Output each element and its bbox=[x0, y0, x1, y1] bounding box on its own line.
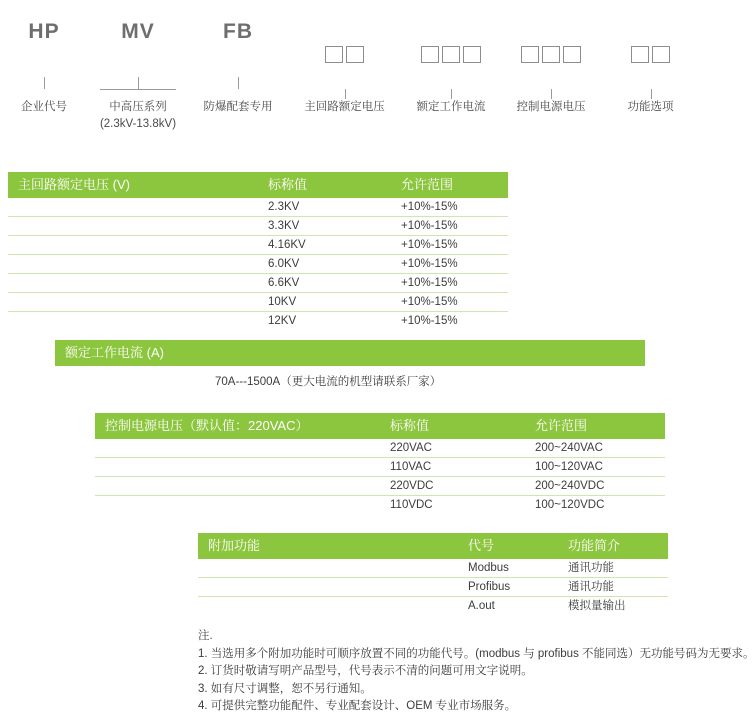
code-caption-main: 企业代号 bbox=[21, 101, 67, 113]
code-caption-sub: (2.3kV-13.8kV) bbox=[99, 118, 177, 130]
cell-nominal: 6.0KV bbox=[268, 257, 300, 270]
code-box bbox=[442, 46, 460, 63]
notes-title: 注. bbox=[198, 630, 213, 642]
table-row bbox=[198, 597, 668, 616]
code-stem bbox=[501, 77, 601, 99]
cell-code: A.out bbox=[468, 600, 495, 612]
product-code-diagram bbox=[0, 10, 700, 150]
cell-range: +10%-15% bbox=[401, 219, 458, 232]
table-extra-functions bbox=[198, 533, 668, 616]
footer-notes bbox=[198, 628, 755, 716]
code-box bbox=[563, 46, 581, 63]
table-row bbox=[95, 477, 665, 496]
cell-nominal: 12KV bbox=[268, 315, 297, 327]
code-stem bbox=[601, 77, 700, 99]
header-cell-desc: 功能简介 bbox=[568, 538, 621, 553]
code-box bbox=[521, 46, 539, 63]
code-caption bbox=[100, 99, 176, 133]
note-item: 1. 当选用多个附加功能时可顺序放置不同的功能代号。(modbus 与 profibus 不能同选）无功能号码为无要求。 bbox=[198, 647, 755, 660]
code-caption bbox=[304, 99, 385, 116]
code-box bbox=[542, 46, 560, 63]
table-row bbox=[8, 198, 508, 217]
code-column-main-voltage bbox=[288, 10, 401, 150]
header-cell-title: 附加功能 bbox=[208, 538, 261, 553]
cell-range: +10%-15% bbox=[401, 238, 458, 251]
code-caption-main: 防爆配套专用 bbox=[203, 101, 273, 113]
code-box bbox=[325, 46, 343, 63]
cell-nominal: 220VDC bbox=[390, 479, 434, 492]
cell-range: 100~120VDC bbox=[535, 499, 605, 511]
code-letters: HP bbox=[28, 20, 60, 43]
cell-desc: 通讯功能 bbox=[568, 561, 614, 574]
cell-range: 100~120VAC bbox=[535, 460, 603, 473]
note-item: 2. 订货时敬请写明产品型号，代号表示不清的问题可用文字说明。 bbox=[198, 665, 533, 677]
code-box bbox=[421, 46, 439, 63]
header-cell-range: 允许范围 bbox=[401, 177, 454, 192]
table-row bbox=[95, 496, 665, 515]
cell-code: Modbus bbox=[468, 561, 509, 574]
table-row bbox=[95, 458, 665, 477]
cell-range: +10%-15% bbox=[401, 295, 458, 308]
code-letters: FB bbox=[223, 20, 253, 43]
table-row bbox=[95, 439, 665, 458]
table-row bbox=[8, 312, 508, 331]
code-boxes bbox=[325, 46, 364, 74]
cell-nominal: 110VDC bbox=[390, 499, 433, 511]
code-boxes bbox=[421, 46, 481, 74]
code-column-explosionproof bbox=[188, 10, 288, 150]
cell-range: 200~240VAC bbox=[535, 441, 603, 454]
note-item: 4. 可提供完整功能配件、专业配套设计、OEM 专业市场服务。 bbox=[198, 700, 517, 712]
code-box bbox=[346, 46, 364, 63]
header-cell-title: 额定工作电流 (A) bbox=[65, 345, 164, 360]
cell-desc: 通讯功能 bbox=[568, 580, 614, 593]
cell-range: +10%-15% bbox=[401, 257, 458, 270]
code-boxes bbox=[521, 46, 581, 74]
cell-nominal: 2.3KV bbox=[268, 200, 300, 213]
table-row bbox=[198, 578, 668, 597]
code-caption bbox=[628, 99, 674, 116]
cell-nominal: 220VAC bbox=[390, 441, 432, 454]
table-header-row bbox=[95, 413, 665, 439]
code-caption bbox=[21, 99, 67, 116]
table-header-row bbox=[55, 340, 645, 366]
table-control-voltage bbox=[95, 413, 665, 515]
code-column-company bbox=[0, 10, 88, 150]
table-row bbox=[8, 255, 508, 274]
table-header-row bbox=[8, 172, 508, 198]
code-column-control-voltage bbox=[501, 10, 601, 150]
table-rated-current bbox=[55, 340, 645, 392]
cell-range: +10%-15% bbox=[401, 276, 458, 289]
cell-nominal: 3.3KV bbox=[268, 219, 300, 232]
code-caption-main: 功能选项 bbox=[627, 101, 674, 113]
code-box bbox=[652, 46, 670, 63]
code-letters: MV bbox=[121, 20, 155, 43]
table-header-row bbox=[198, 533, 668, 559]
header-cell-code: 代号 bbox=[468, 538, 495, 553]
code-caption-main: 中高压系列 bbox=[109, 101, 167, 113]
code-boxes bbox=[631, 46, 670, 74]
cell-nominal: 110VAC bbox=[390, 460, 432, 473]
cell-range: 200~240VDC bbox=[535, 479, 605, 492]
cell-nominal: 4.16KV bbox=[268, 238, 306, 251]
cell-range: +10%-15% bbox=[401, 315, 458, 327]
code-box bbox=[463, 46, 481, 63]
code-stem bbox=[88, 77, 188, 99]
code-caption bbox=[517, 99, 586, 116]
table-row bbox=[8, 274, 508, 293]
header-cell-title: 控制电源电压（默认值：220VAC） bbox=[105, 418, 309, 433]
code-caption-main: 主回路额定电压 bbox=[304, 101, 385, 113]
cell-nominal: 6.6KV bbox=[268, 276, 300, 289]
code-stem bbox=[188, 77, 288, 99]
code-column-series bbox=[88, 10, 188, 150]
cell-desc: 模拟量输出 bbox=[568, 600, 626, 612]
table-row bbox=[8, 217, 508, 236]
cell-range: +10%-15% bbox=[401, 200, 458, 213]
table-row bbox=[8, 236, 508, 255]
cell-nominal: 10KV bbox=[268, 295, 297, 308]
cell-code: Profibus bbox=[468, 580, 511, 593]
table-row bbox=[198, 559, 668, 578]
code-column-current bbox=[401, 10, 501, 150]
header-cell-nominal: 标称值 bbox=[390, 418, 430, 433]
code-column-options bbox=[601, 10, 700, 150]
code-stem bbox=[401, 77, 501, 99]
code-box bbox=[631, 46, 649, 63]
table-row bbox=[8, 293, 508, 312]
code-caption bbox=[417, 99, 486, 116]
table-main-voltage bbox=[8, 172, 508, 331]
code-caption bbox=[204, 99, 273, 116]
header-cell-nominal: 标称值 bbox=[268, 177, 308, 192]
code-stem bbox=[288, 77, 401, 99]
note-item: 3. 如有尺寸调整，恕不另行通知。 bbox=[198, 682, 372, 695]
code-caption-main: 额定工作电流 bbox=[416, 101, 486, 113]
code-caption-main: 控制电源电压 bbox=[516, 101, 586, 113]
current-range-note: 70A---1500A（更大电流的机型请联系厂家） bbox=[215, 376, 442, 388]
code-stem bbox=[0, 77, 88, 99]
header-cell-title: 主回路额定电压 (V) bbox=[18, 177, 130, 192]
header-cell-range: 允许范围 bbox=[535, 418, 588, 433]
